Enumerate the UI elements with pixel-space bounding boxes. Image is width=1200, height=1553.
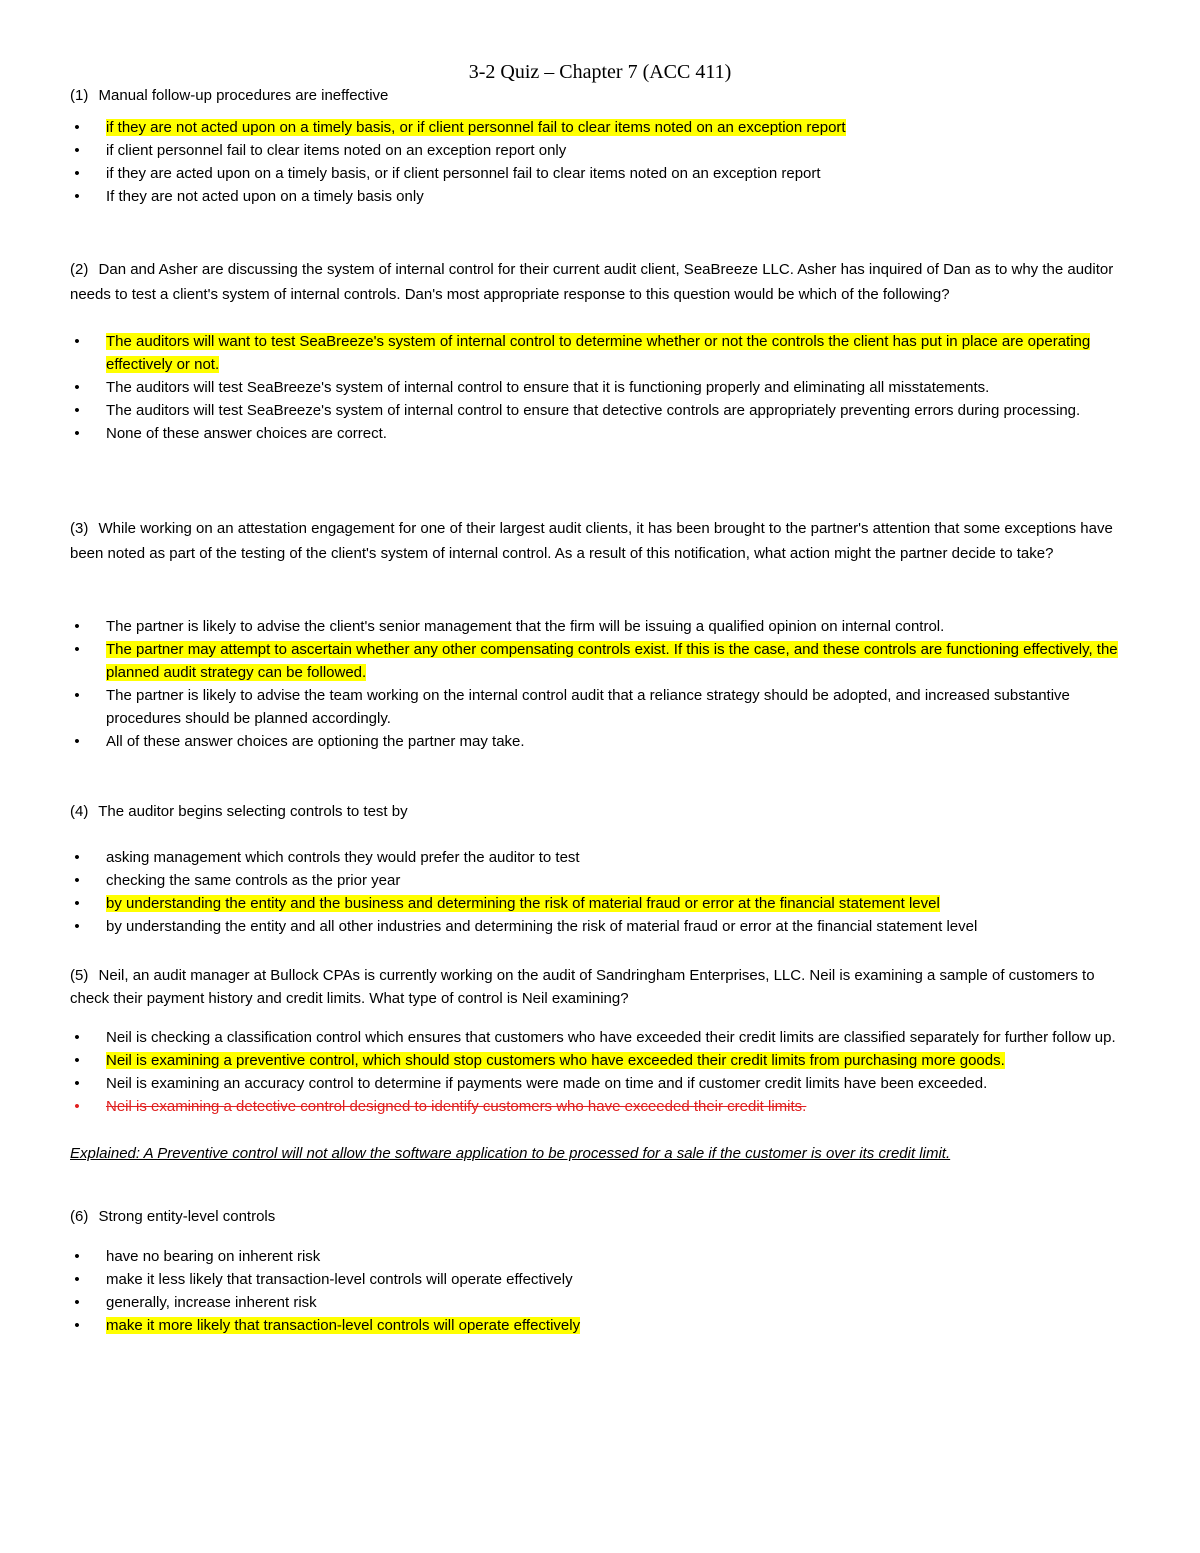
bullet-icon: •: [74, 618, 80, 635]
question-number: (5): [70, 967, 89, 984]
question-number: (4): [70, 803, 89, 820]
question-3: [70, 516, 1135, 566]
question-text: The auditor begins selecting controls to test by: [98, 803, 408, 820]
question-text: Dan and Asher are discussing the system of internal control for their current audit client, SeaBreeze LLC. Asher has inquired of Dan as to why the auditor needs to test a client's system of internal controls. Dan's most appropriate response to this question would be which of the following?: [70, 261, 1114, 303]
bullet-icon: •: [74, 165, 80, 182]
answer-text-highlighted: by understanding the entity and the business and determining the risk of material fraud or error at the financial statement level: [106, 895, 940, 912]
answer-list-6: [70, 1245, 1135, 1337]
bullet-icon: •: [74, 1294, 80, 1311]
answer-text: If they are not acted upon on a timely basis only: [106, 188, 424, 205]
answer-text-struck: Neil is examining a detective control designed to identify customers who have exceeded their credit limits.: [106, 1098, 807, 1115]
question-number: (1): [70, 87, 89, 104]
bullet-icon: •: [74, 1052, 80, 1069]
answer-item: [70, 846, 1135, 869]
answer-text: by understanding the entity and all other industries and determining the risk of material fraud or error at the financial statement level: [106, 918, 978, 935]
question-text: While working on an attestation engagement for one of their largest audit clients, it has been brought to the partner's attention that some exceptions have been noted as part of the testing of the client's system of internal control. As a result of this notification, what action might the partner decide to take?: [70, 520, 1113, 562]
answer-text: None of these answer choices are correct.: [106, 425, 387, 442]
answer-item: [70, 162, 1135, 185]
answer-text: if they are acted upon on a timely basis, or if client personnel fail to clear items noted on an exception report: [106, 165, 821, 182]
answer-item: [70, 1072, 1135, 1095]
bullet-icon: •: [74, 402, 80, 419]
answer-text-highlighted: Neil is examining a preventive control, which should stop customers who have exceeded their credit limits from purchasing more goods.: [106, 1052, 1005, 1069]
answer-item: [70, 869, 1135, 892]
answer-item: [70, 1049, 1135, 1072]
answer-text: Neil is examining an accuracy control to determine if payments were made on time and if customer credit limits have been exceeded.: [106, 1075, 988, 1092]
answer-item: [70, 638, 1135, 684]
bullet-icon: •: [74, 895, 80, 912]
answer-item: [70, 684, 1135, 730]
answer-text: The auditors will test SeaBreeze's system of internal control to ensure that it is functioning properly and eliminating all misstatements.: [106, 379, 990, 396]
bullet-icon: •: [74, 849, 80, 866]
bullet-icon: •: [74, 733, 80, 750]
answer-list-4: [70, 846, 1135, 938]
answer-item: [70, 915, 1135, 938]
bullet-icon: •: [74, 425, 80, 442]
answer-text: have no bearing on inherent risk: [106, 1248, 321, 1265]
answer-item: [70, 615, 1135, 638]
document-title: 3-2 Quiz – Chapter 7 (ACC 411): [468, 61, 732, 83]
answer-item: [70, 376, 1135, 399]
answer-text-highlighted: make it more likely that transaction-level controls will operate effectively: [106, 1317, 581, 1334]
answer-text: All of these answer choices are optioning the partner may take.: [106, 733, 525, 750]
question-2: [70, 257, 1135, 307]
answer-text-highlighted: if they are not acted upon on a timely basis, or if client personnel fail to clear items noted on an exception report: [106, 119, 846, 136]
answer-list-5: [70, 1026, 1135, 1118]
answer-item: [70, 422, 1135, 445]
bullet-icon: •: [74, 1248, 80, 1265]
answer-item: [70, 399, 1135, 422]
bullet-icon: •: [74, 1075, 80, 1092]
bullet-icon: •: [74, 918, 80, 935]
bullet-icon: •: [74, 687, 80, 704]
answer-item: [70, 330, 1135, 376]
bullet-icon: •: [74, 119, 80, 136]
bullet-icon: •: [74, 1029, 80, 1046]
question-number: (2): [70, 261, 89, 278]
answer-item: [70, 1026, 1135, 1049]
answer-item: [70, 139, 1135, 162]
answer-text: make it less likely that transaction-level controls will operate effectively: [106, 1271, 573, 1288]
bullet-icon: •: [74, 379, 80, 396]
answer-item: [70, 892, 1135, 915]
answer-text: asking management which controls they would prefer the auditor to test: [106, 849, 580, 866]
bullet-icon: •: [74, 142, 80, 159]
question-4: [70, 800, 1135, 823]
answer-list-1: [70, 116, 1135, 208]
bullet-icon: •: [74, 333, 80, 350]
answer-text-highlighted: The auditors will want to test SeaBreeze's system of internal control to determine whether or not the controls the client has put in place are operating effectively or not.: [106, 333, 1091, 373]
bullet-icon: •: [74, 641, 80, 658]
bullet-icon: •: [74, 1271, 80, 1288]
question-5: [70, 964, 1135, 1010]
answer-text: generally, increase inherent risk: [106, 1294, 317, 1311]
bullet-icon: •: [74, 872, 80, 889]
answer-item-struck: [70, 1095, 1135, 1118]
question-text: Strong entity-level controls: [98, 1208, 276, 1225]
question-number: (3): [70, 520, 89, 537]
answer-text-highlighted: The partner may attempt to ascertain whether any other compensating controls exist. If this is the case, and these controls are functioning effectively, the planned audit strategy can be followed.: [106, 641, 1118, 681]
answer-item: [70, 730, 1135, 753]
explanation-note: Explained: A Preventive control will not allow the software application to be processed for a sale if the customer is over its credit limit.: [70, 1145, 951, 1162]
bullet-icon: •: [74, 188, 80, 205]
question-text: Manual follow-up procedures are ineffective: [98, 87, 389, 104]
answer-text: checking the same controls as the prior year: [106, 872, 401, 889]
answer-item: [70, 116, 1135, 139]
answer-text: Neil is checking a classification control which ensures that customers who have exceeded their credit limits are classified separately for further follow up.: [106, 1029, 1116, 1046]
answer-item: [70, 1268, 1135, 1291]
answer-list-2: [70, 330, 1135, 445]
answer-item: [70, 1291, 1135, 1314]
bullet-icon: •: [74, 1098, 80, 1115]
answer-text: The auditors will test SeaBreeze's system of internal control to ensure that detective controls are appropriately preventing errors during processing.: [106, 402, 1081, 419]
answer-item: [70, 1245, 1135, 1268]
answer-text: if client personnel fail to clear items noted on an exception report only: [106, 142, 567, 159]
question-text: Neil, an audit manager at Bullock CPAs is currently working on the audit of Sandringham Enterprises, LLC. Neil is examining a sample of customers to check their payment history and credit limits. What type of control is Neil examining?: [70, 967, 1095, 1007]
answer-text: The partner is likely to advise the client's senior management that the firm will be issuing a qualified opinion on internal control.: [106, 618, 945, 635]
question-6: [70, 1205, 1135, 1228]
answer-item: [70, 1314, 1135, 1337]
answer-item: [70, 185, 1135, 208]
answer-text: The partner is likely to advise the team working on the internal control audit that a reliance strategy should be adopted, and increased substantive procedures should be planned accordingly.: [106, 687, 1070, 727]
question-number: (6): [70, 1208, 89, 1225]
answer-list-3: [70, 615, 1135, 753]
bullet-icon: •: [74, 1317, 80, 1334]
question-1: [70, 84, 1135, 107]
